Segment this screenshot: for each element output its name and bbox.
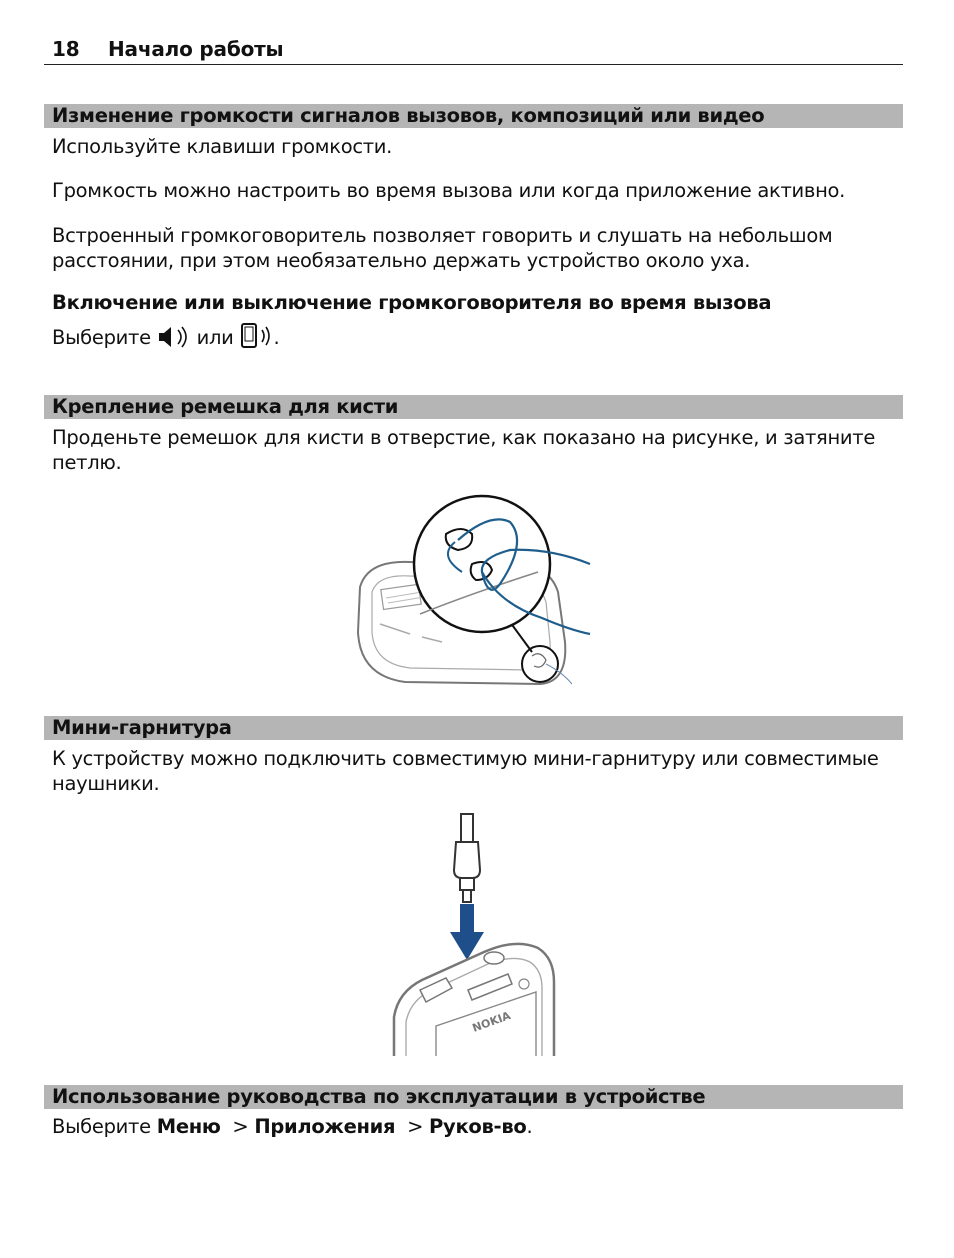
section-title-volume: Изменение громкости сигналов вызовов, композиций или видео — [44, 104, 903, 128]
instruction-prefix: Выберите — [52, 1115, 151, 1138]
page-header — [44, 34, 903, 65]
headset-connection-illustration — [388, 812, 563, 1060]
path-separator: > — [407, 1115, 424, 1138]
paragraph: Встроенный громкоговоритель позволяет говорить и слушать на небольшом расстоянии, при этом необязательно держать устройство около уха. — [52, 224, 833, 272]
instruction-prefix: Выберите — [52, 326, 151, 349]
loudspeaker-instruction — [52, 323, 902, 355]
handset-icon[interactable] — [239, 323, 273, 355]
paragraph: Используйте клавиши громкости. — [52, 135, 393, 158]
paragraph: Громкость можно настроить во время вызова или когда приложение активно. — [52, 179, 846, 202]
loudspeaker-icon[interactable] — [157, 325, 191, 355]
paragraph: К устройству можно подключить совместимую мини-гарнитуру или совместимые наушники. — [52, 747, 879, 795]
user-guide-instruction — [52, 1114, 902, 1139]
section-title-user-guide: Использование руководства по эксплуатации в устройстве — [44, 1085, 903, 1109]
menu-path-item[interactable]: Приложения — [254, 1115, 396, 1138]
page-number: 18 — [52, 37, 80, 61]
subheading-loudspeaker: Включение или выключение громкоговорителя во время вызова — [52, 291, 772, 314]
menu-path-item[interactable]: Руков-во — [429, 1115, 527, 1138]
chapter-title: Начало работы — [108, 37, 284, 61]
instruction-suffix: . — [273, 326, 280, 349]
paragraph: Проденьте ремешок для кисти в отверстие, как показано на рисунке, и затяните петлю. — [52, 426, 876, 474]
section-title-headset: Мини-гарнитура — [44, 716, 903, 740]
phone-brand-logo: NOKIA — [470, 1009, 513, 1035]
menu-path-item[interactable]: Меню — [156, 1115, 221, 1138]
section-title-wrist-strap: Крепление ремешка для кисти — [44, 395, 903, 419]
instruction-or: или — [196, 326, 234, 349]
wrist-strap-illustration — [350, 492, 600, 696]
path-separator: > — [232, 1115, 249, 1138]
instruction-suffix: . — [526, 1115, 533, 1138]
